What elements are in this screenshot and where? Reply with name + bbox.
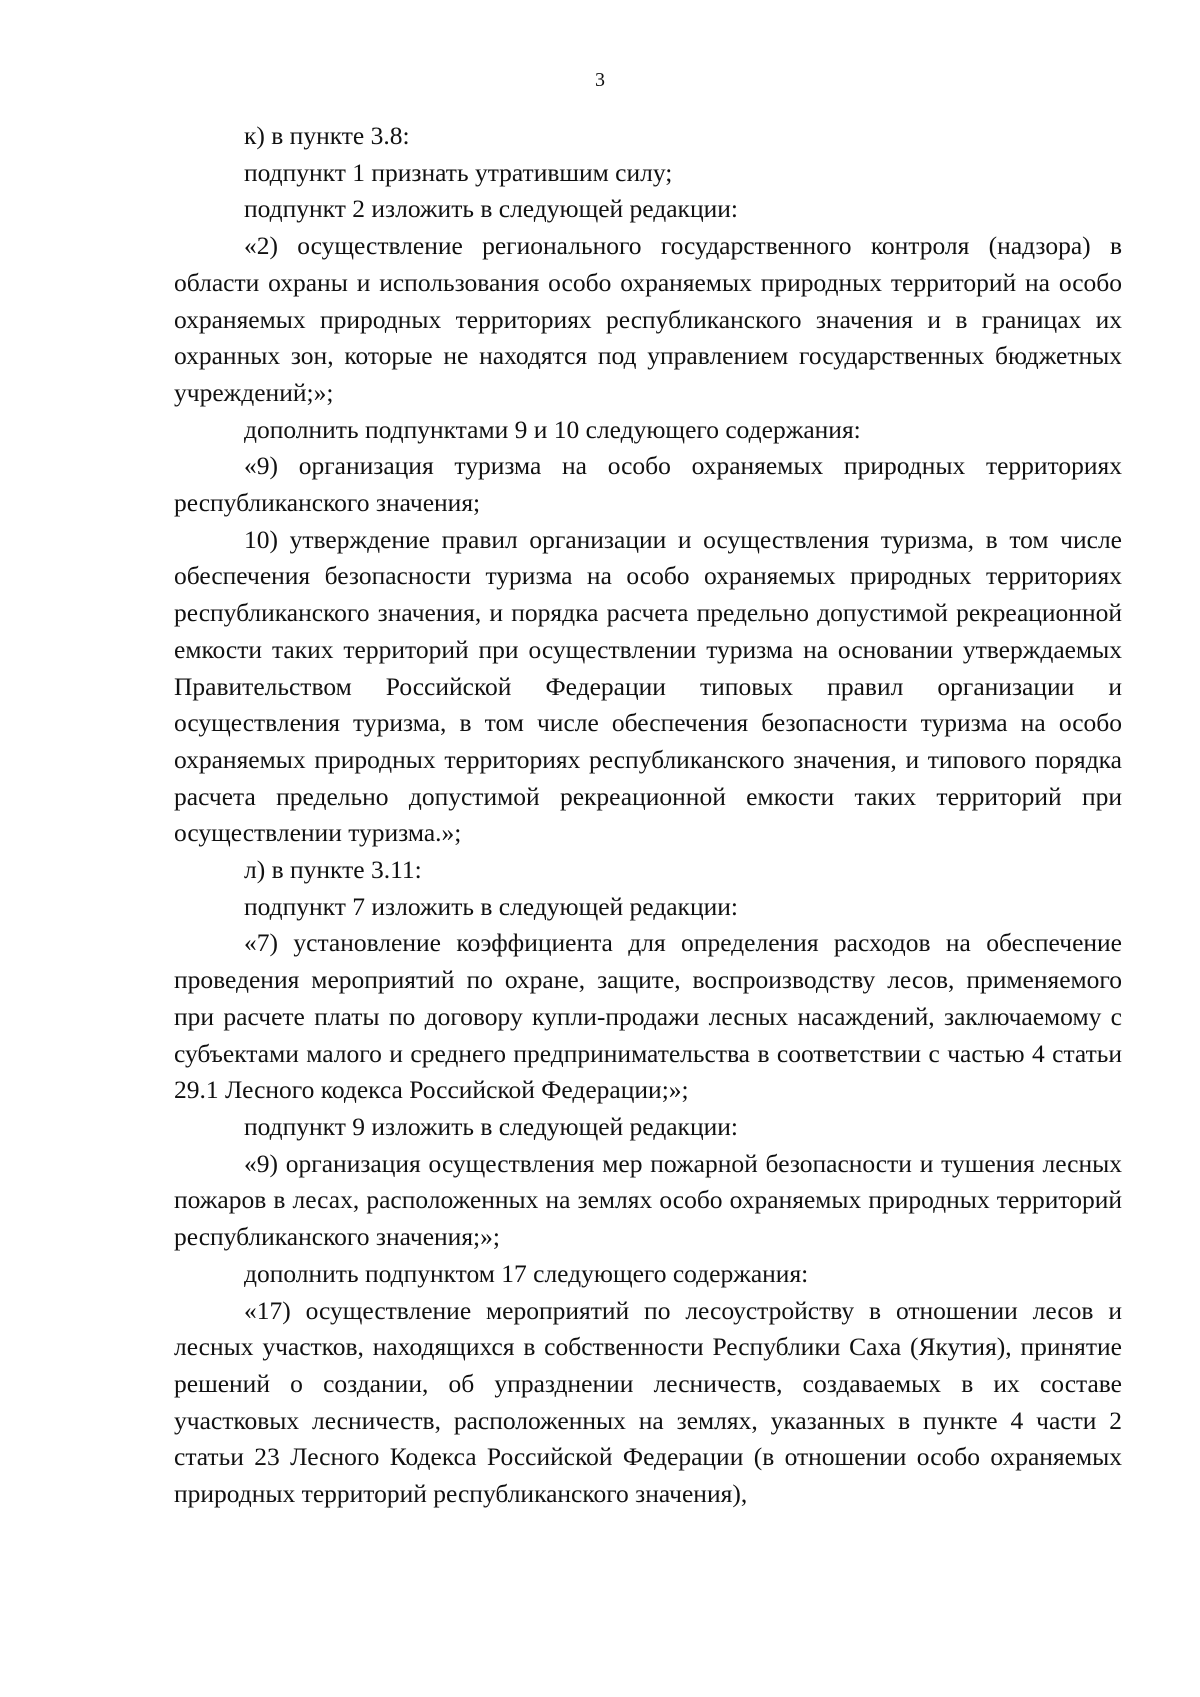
paragraph-subitem-7-intro: подпункт 7 изложить в следующей редакции: xyxy=(244,891,738,921)
paragraph-item-k: к) в пункте 3.8: xyxy=(244,121,410,150)
paragraph-add-9-10-intro: дополнить подпунктами 9 и 10 следующего содержания: xyxy=(244,414,861,444)
paragraph-subitem-10-rules: 10) утверждение правил организации и осуществления туризма, в том числе обеспечения безопасности туризма на особо охраняемых природных территориях республиканского значения, и порядка расчета предельно допустимой рекреационной емкости таких территорий при осуществлении туризма на основании утверждаемых Правительством Российской Федерации типовых правил организации и осуществления туризма, в том числе обеспечения безопасности туризма на особо охраняемых природных территориях республиканского значения, и типового порядка расчета предельно допустимой рекреационной емкости таких территорий при осуществлении туризма.»; xyxy=(174,524,1122,848)
paragraph-subitem-9-tourism: «9) организация туризма на особо охраняемых природных территориях республиканского значения; xyxy=(174,451,1122,518)
paragraph-subitem-17-text: «17) осуществление мероприятий по лесоустройству в отношении лесов и лесных участков, находящихся в собственности Республики Саха (Якутия), принятие решений о создании, об упразднении лесничеств, создаваемых в их составе участковых лесничеств, расположенных на землях, указанных в пункте 4 части 2 статьи 23 Лесного Кодекса Российской Федерации (в отношении особо охраняемых природных территорий республиканского значения), xyxy=(174,1295,1122,1509)
paragraph-item-l: л) в пункте 3.11: xyxy=(244,855,422,885)
document-body xyxy=(174,118,1122,1513)
paragraph-subitem-2-text: «2) осуществление регионального государственного контроля (надзора) в области охраны и использования особо охраняемых природных территорий на особо охраняемых природных территориях республиканского значения и в границах их охранных зон, которые не находятся под управлением государственных бюджетных учреждений;»; xyxy=(174,231,1122,407)
paragraph-subitem-9-text: «9) организация осуществления мер пожарной безопасности и тушения лесных пожаров в лесах, расположенных на землях особо охраняемых природных территорий республиканского значения;»; xyxy=(174,1148,1122,1252)
paragraph-subitem-7-text: «7) установление коэффициента для определения расходов на обеспечение проведения мероприятий по охране, защите, воспроизводству лесов, применяемого при расчете платы по договору купли-продажи лесных насаждений, заключаемому с субъектами малого и среднего предпринимательства в соответствии с частью 4 статьи 29.1 Лесного кодекса Российской Федерации;»; xyxy=(174,928,1122,1105)
page-number: 3 xyxy=(595,69,605,91)
paragraph-subitem-1-repeal: подпункт 1 признать утратившим силу; xyxy=(244,157,673,187)
paragraph-subitem-2-intro: подпункт 2 изложить в следующей редакции: xyxy=(244,194,738,224)
paragraph-subitem-9-intro: подпункт 9 изложить в следующей редакции: xyxy=(244,1111,738,1141)
paragraph-add-17-intro: дополнить подпунктом 17 следующего содержания: xyxy=(244,1258,809,1288)
